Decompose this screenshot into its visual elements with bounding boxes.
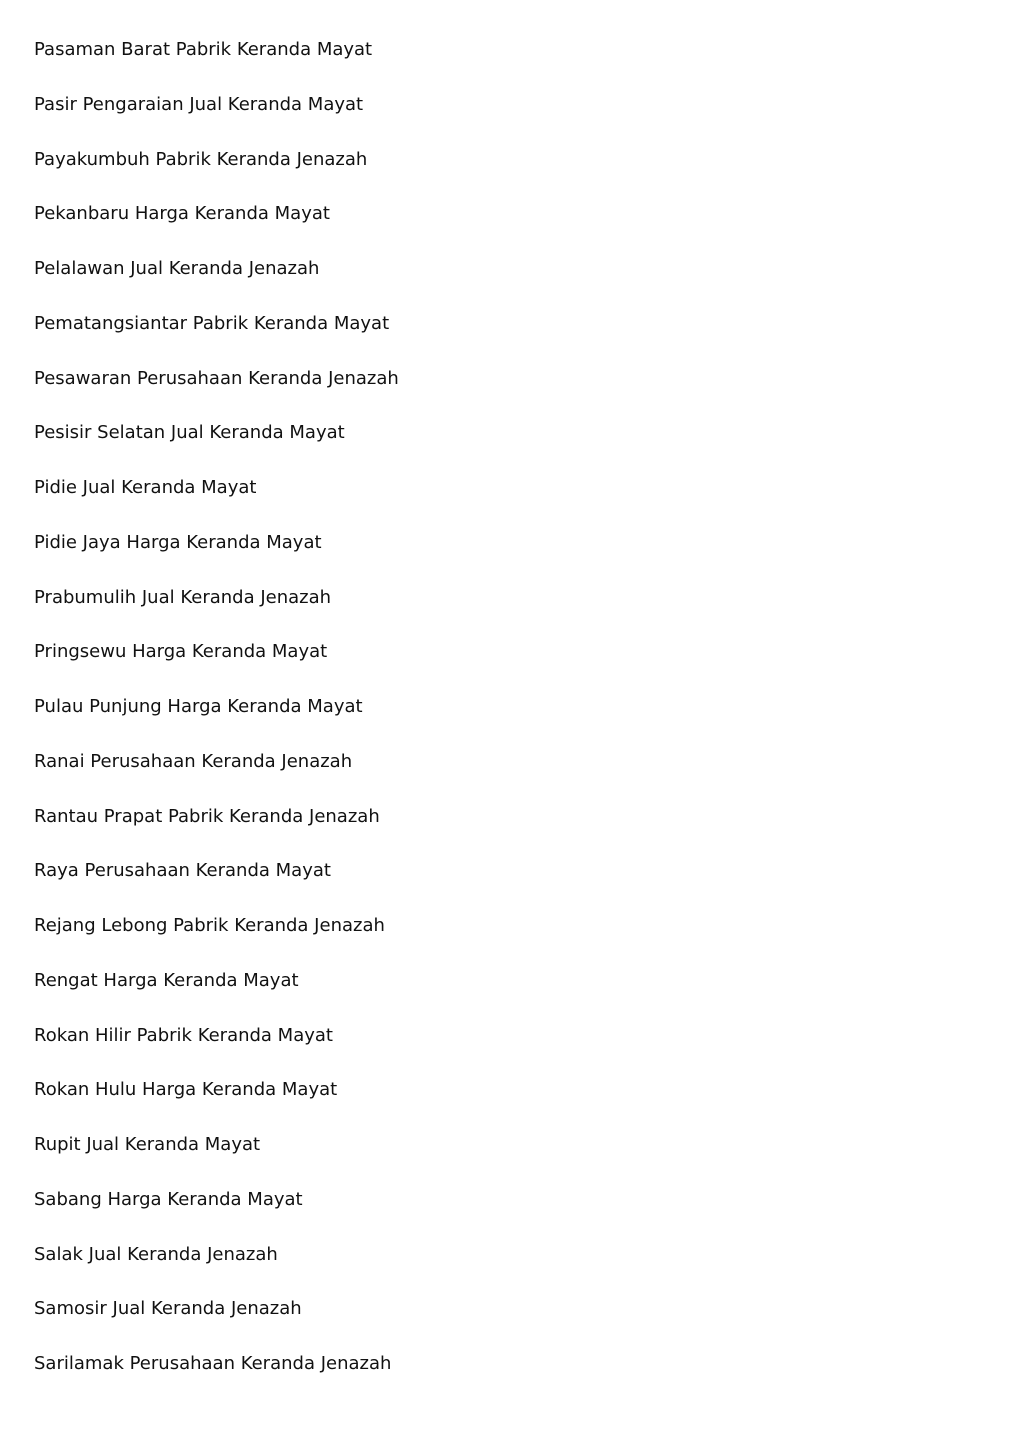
document-line: Rantau Prapat Pabrik Keranda Jenazah (34, 805, 380, 827)
document-line: Rengat Harga Keranda Mayat (34, 969, 299, 991)
document-line: Raya Perusahaan Keranda Mayat (34, 860, 331, 882)
document-line: Payakumbuh Pabrik Keranda Jenazah (34, 148, 368, 170)
document-line: Sarilamak Perusahaan Keranda Jenazah (34, 1353, 392, 1374)
document-line: Pulau Punjung Harga Keranda Mayat (34, 696, 363, 717)
document-line: Rokan Hilir Pabrik Keranda Mayat (34, 1024, 333, 1046)
document-line: Ranai Perusahaan Keranda Jenazah (34, 750, 353, 772)
document-line: Rokan Hulu Harga Keranda Mayat (34, 1079, 338, 1101)
document-line: Prabumulih Jual Keranda Jenazah (34, 586, 332, 608)
document-line: Pematangsiantar Pabrik Keranda Mayat (34, 312, 390, 334)
document-line: Pesawaran Perusahaan Keranda Jenazah (34, 367, 399, 389)
document-line: Pelalawan Jual Keranda Jenazah (34, 258, 320, 279)
document-line: Samosir Jual Keranda Jenazah (34, 1298, 302, 1320)
document-line: Pidie Jaya Harga Keranda Mayat (34, 531, 322, 553)
document-line: Rejang Lebong Pabrik Keranda Jenazah (34, 915, 385, 936)
document-line: Pasaman Barat Pabrik Keranda Mayat (34, 39, 373, 60)
document-line-list (34, 35, 934, 1404)
document-line: Sabang Harga Keranda Mayat (34, 1188, 303, 1210)
document-line: Pesisir Selatan Jual Keranda Mayat (34, 422, 345, 444)
document-line: Pasir Pengaraian Jual Keranda Mayat (34, 93, 364, 115)
document-line: Pidie Jual Keranda Mayat (34, 477, 257, 498)
document-line: Pekanbaru Harga Keranda Mayat (34, 203, 330, 225)
document-line: Rupit Jual Keranda Mayat (34, 1134, 261, 1155)
document-line: Salak Jual Keranda Jenazah (34, 1243, 278, 1265)
document-line: Pringsewu Harga Keranda Mayat (34, 641, 328, 663)
